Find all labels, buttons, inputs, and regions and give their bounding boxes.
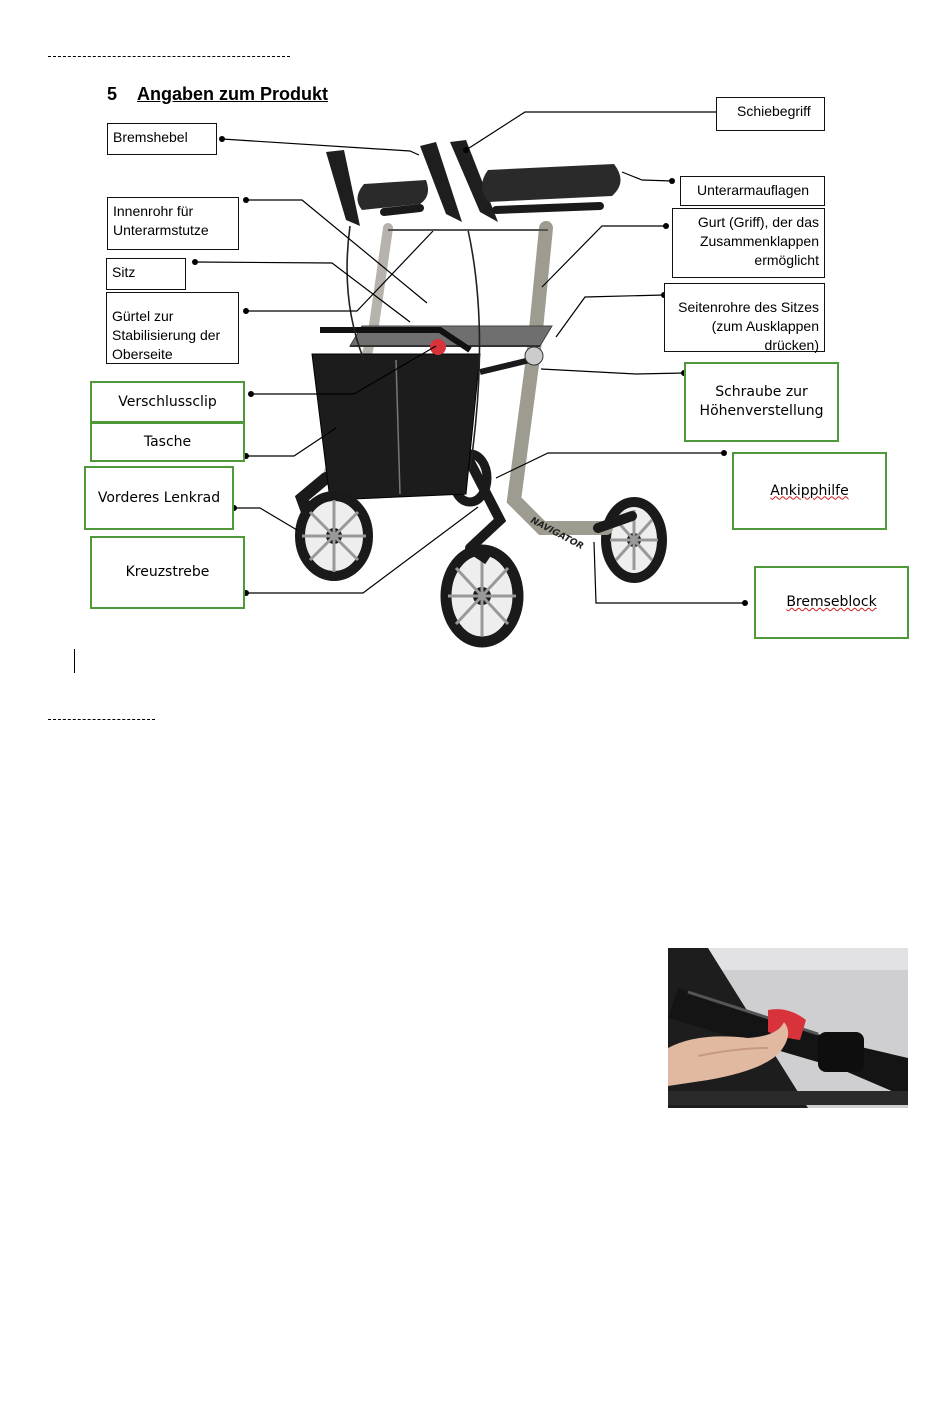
- section-number: 5: [107, 84, 118, 104]
- rollator-illustration: [300, 140, 662, 642]
- text-cursor: [74, 649, 75, 673]
- section-title: Angaben zum Produkt: [137, 84, 329, 104]
- label-tasche: Tasche: [90, 422, 245, 462]
- label-schraube: Schraube zur Höhenverstellung: [684, 362, 839, 442]
- label-verschlussclip: Verschlussclip: [90, 381, 245, 423]
- front-left-wheel: [300, 496, 368, 576]
- label-gurt: Gurt (Griff), der das Zusammenklappen ermöglicht: [672, 208, 825, 278]
- label-schiebegriff: Schiebegriff: [716, 97, 825, 131]
- label-bremseblock: Bremseblock: [754, 566, 909, 639]
- brand-text: NAVIGATOR: [528, 515, 585, 553]
- label-ankipphilfe: Ankipphilfe: [732, 452, 887, 530]
- front-right-wheel: [446, 550, 518, 642]
- label-kreuzstrebe: Kreuzstrebe: [90, 536, 245, 609]
- clip-photo: [668, 948, 908, 1108]
- label-guertel: Gürtel zur Stabilisierung der Oberseite: [106, 292, 239, 364]
- label-sitz: Sitz: [106, 258, 186, 290]
- label-innenrohr: Innenrohr für Unterarmstutze: [107, 197, 239, 250]
- label-unterarmauflagen: Unterarmauflagen: [680, 176, 825, 206]
- label-bremshebel: Bremshebel: [107, 123, 217, 155]
- label-vorderes-lenkrad: Vorderes Lenkrad: [84, 466, 234, 530]
- section-separator-bottom: [48, 719, 155, 720]
- label-seitenrohre: Seitenrohre des Sitzes (zum Ausklappen drücken): [664, 283, 825, 352]
